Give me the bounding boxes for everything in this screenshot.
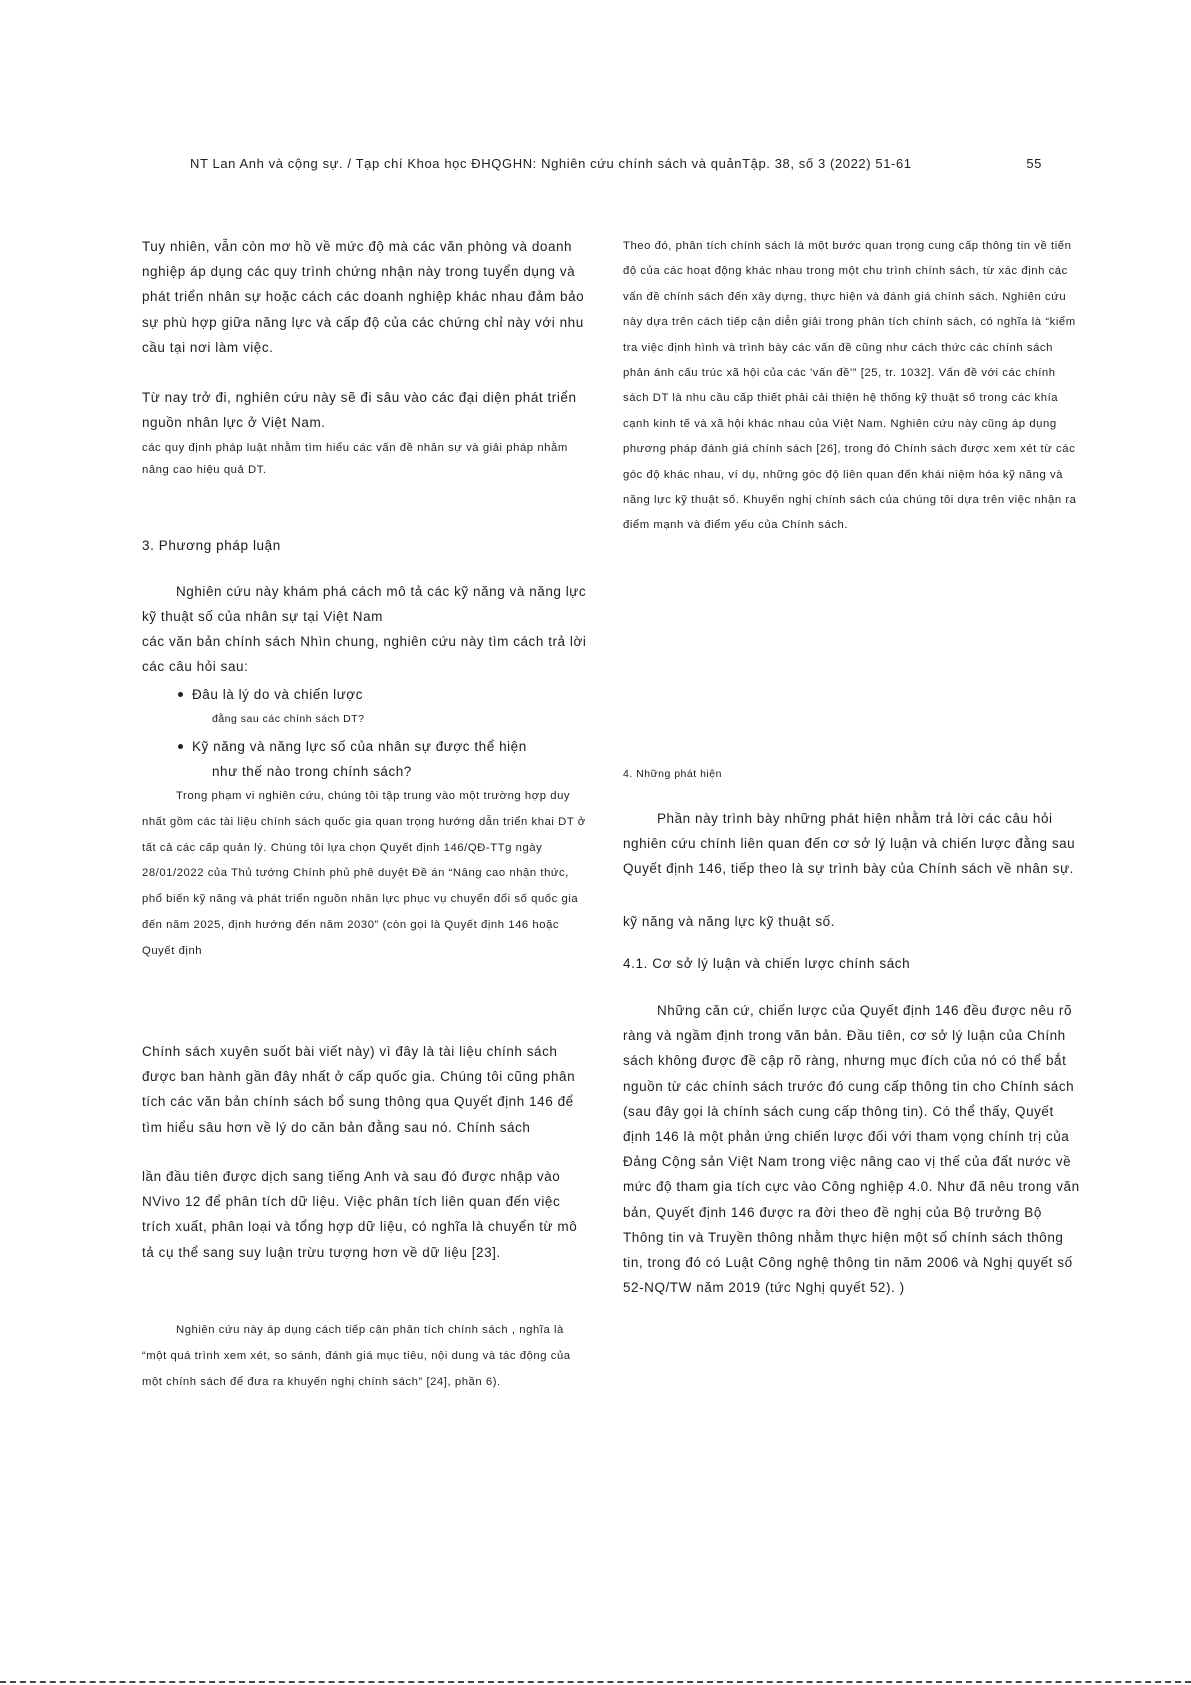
paragraph-text: Nghiên cứu này khám phá cách mô tả các kỹ năng và năng lực kỹ thuật số của nhân sự tại Việt Nam — [142, 584, 587, 625]
page-number: 55 — [1026, 156, 1042, 171]
paragraph-text: Từ nay trở đi, nghiên cứu này sẽ đi sâu vào các đại diện phát triển nguồn nhân lực ở Việt Nam. — [142, 390, 577, 431]
page-bottom-rule — [0, 1681, 1191, 1683]
paragraph-text: Phần này trình bày những phát hiện nhằm trả lời các câu hỏi nghiên cứu chính liên quan đến cơ sở lý luận và chiến lược đằng sau Quyết định 146, tiếp theo là sự trình bày của Chính sách về nhân sự. — [623, 811, 1076, 877]
paragraph-text: Nghiên cứu này áp dụng cách tiếp cận phân tích chính sách , nghĩa là “một quá trình xem xét, so sánh, đánh giá mục tiêu, nội dung và tác động của một chính sách để đưa ra khuyến nghị chính sách” [24], phần 6). — [142, 1324, 571, 1388]
paragraph-text: Những căn cứ, chiến lược của Quyết định 146 đều được nêu rõ ràng và ngầm định trong văn bản. Đầu tiên, cơ sở lý luận của Chính sách không được đề cập rõ ràng, nhưng mục đích của nó có thể bắt nguồn từ các chính sách trước đó cung cấp thông tin cho Chính sách (sau đây gọi là chính sách cung cấp thông tin). Có thể thấy, Quyết định 146 là một phản ứng chiến lược đối với tham vọng chính trị của Đảng Cộng sản Việt Nam trong việc nâng cao vị thế của đất nước về mức độ tham gia tích cực vào Công nghiệp 4.0. Như đã nêu trong văn bản, Quyết định 146 được ra đời theo đề nghị của Bộ trưởng Bộ Thông tin và Truyền thông nhằm thực hiện một số chính sách thông tin, trong đó có Luật Công nghệ thông tin năm 2006 và Nghị quyết số 52-NQ/TW năm 2019 (tức Nghị quyết 52). ) — [623, 1003, 1080, 1296]
bullet-text: Kỹ năng và năng lực số của nhân sự được thể hiện — [192, 739, 527, 754]
section-heading: 3. Phương pháp luận — [142, 538, 281, 553]
paragraph-text: lần đầu tiên được dịch sang tiếng Anh và sau đó được nhập vào NVivo 12 để phân tích dữ liệu. Việc phân tích liên quan đến việc trích xuất, phân loại và tổng hợp dữ liệu, có nghĩa là chuyển từ mô tả cụ thể sang suy luận trừu tượng hơn về dữ liệu [23]. — [142, 1169, 578, 1260]
paragraph-text: Theo đó, phân tích chính sách là một bước quan trọng cung cấp thông tin về tiến độ của các hoạt động khác nhau trong một chu trình chính sách, từ xác định các vấn đề chính sách đến xây dựng, thực hiện và đánh giá chính sách. Nghiên cứu này dựa trên cách tiếp cận diễn giải trong phân tích chính sách, có nghĩa là “kiểm tra việc định hình và trình bày các vấn đề cũng như cách thức các chính sách phản ánh cấu trúc xã hội của các 'vấn đề'” [25, tr. 1032]. Vấn đề với các chính sách DT là nhu cầu cấp thiết phải cải thiện hệ thống kỹ thuật số trong các khía cạnh kinh tế và xã hội khác nhau của Việt Nam. Nghiên cứu này cũng áp dụng phương pháp đánh giá chính sách [26], trong đó Chính sách được xem xét từ các góc độ khác nhau, ví dụ, những góc độ liên quan đến khái niệm hóa kỹ năng và năng lực kỹ thuật số. Khuyến nghị chính sách của chúng tôi dựa trên việc nhận ra điểm mạnh và điểm yếu của Chính sách. — [623, 240, 1077, 532]
bullet-text: đằng sau các chính sách DT? — [212, 713, 365, 725]
paragraph — [142, 385, 592, 435]
paragraph — [142, 579, 592, 629]
paragraph — [142, 234, 592, 360]
paragraph-text: các quy định pháp luật nhằm tìm hiểu các vấn đề nhân sự và giải pháp nhằm nâng cao hiệu quả DT. — [142, 442, 568, 476]
paragraph-text: Tuy nhiên, vẫn còn mơ hồ về mức độ mà các văn phòng và doanh nghiệp áp dụng các quy trình chứng nhận này trong tuyển dụng và phát triển nhân sự hoặc cách các doanh nghiệp khác nhau đảm bảo sự phù hợp giữa năng lực và cấp độ của các chứng chỉ này với nhu cầu tại nơi làm việc. — [142, 239, 585, 355]
paragraph — [623, 909, 1083, 934]
bullet-item — [178, 682, 598, 732]
bullet-dot — [178, 744, 183, 749]
paragraph — [142, 629, 592, 679]
section-heading: 4. Những phát hiện — [623, 768, 722, 780]
bullet-text: Đâu là lý do và chiến lược — [192, 687, 364, 702]
bullet-text: như thế nào trong chính sách? — [212, 764, 412, 779]
paragraph-text: Trong phạm vi nghiên cứu, chúng tôi tập trung vào một trường hợp duy nhất gồm các tài liệu chính sách quốc gia quan trọng hướng dẫn triển khai DT ở tất cả các cấp quản lý. Chúng tôi lựa chọn Quyết định 146/QĐ-TTg ngày 28/01/2022 của Thủ tướng Chính phủ phê duyệt Đề án “Nâng cao nhận thức, phổ biến kỹ năng và phát triển nguồn nhân lực phục vụ chuyển đổi số quốc gia đến năm 2025, định hướng đến năm 2030” (còn gọi là Quyết định 146 hoặc Quyết định — [142, 790, 586, 957]
paragraph — [142, 1164, 592, 1265]
right-column — [623, 0, 1083, 1685]
running-head-text: NT Lan Anh và cộng sự. / Tạp chí Khoa học ĐHQGHN: Nghiên cứu chính sách và quảnTập. 38, số 3 (2022) 51-61 — [190, 156, 912, 171]
bullet-dot — [178, 692, 183, 697]
bullet-item — [178, 734, 598, 784]
subsection-heading: 4.1. Cơ sở lý luận và chiến lược chính sách — [623, 956, 911, 971]
paragraph — [142, 1039, 592, 1140]
left-column — [142, 0, 592, 1685]
paragraph — [623, 806, 1083, 882]
paragraph-text: các văn bản chính sách Nhìn chung, nghiên cứu này tìm cách trả lời các câu hỏi sau: — [142, 634, 587, 675]
paragraph-text: Chính sách xuyên suốt bài viết này) vì đây là tài liệu chính sách được ban hành gần đây nhất ở cấp quốc gia. Chúng tôi cũng phân tích các văn bản chính sách bổ sung thông qua Quyết định 146 để tìm hiểu sâu hơn về lý do căn bản đằng sau nó. Chính sách — [142, 1044, 576, 1135]
paragraph — [623, 998, 1083, 1300]
paragraph — [142, 1318, 592, 1395]
paragraph — [142, 437, 592, 481]
paragraph — [142, 784, 592, 965]
paragraph-text: kỹ năng và năng lực kỹ thuật số. — [623, 914, 835, 929]
paragraph — [623, 234, 1083, 539]
